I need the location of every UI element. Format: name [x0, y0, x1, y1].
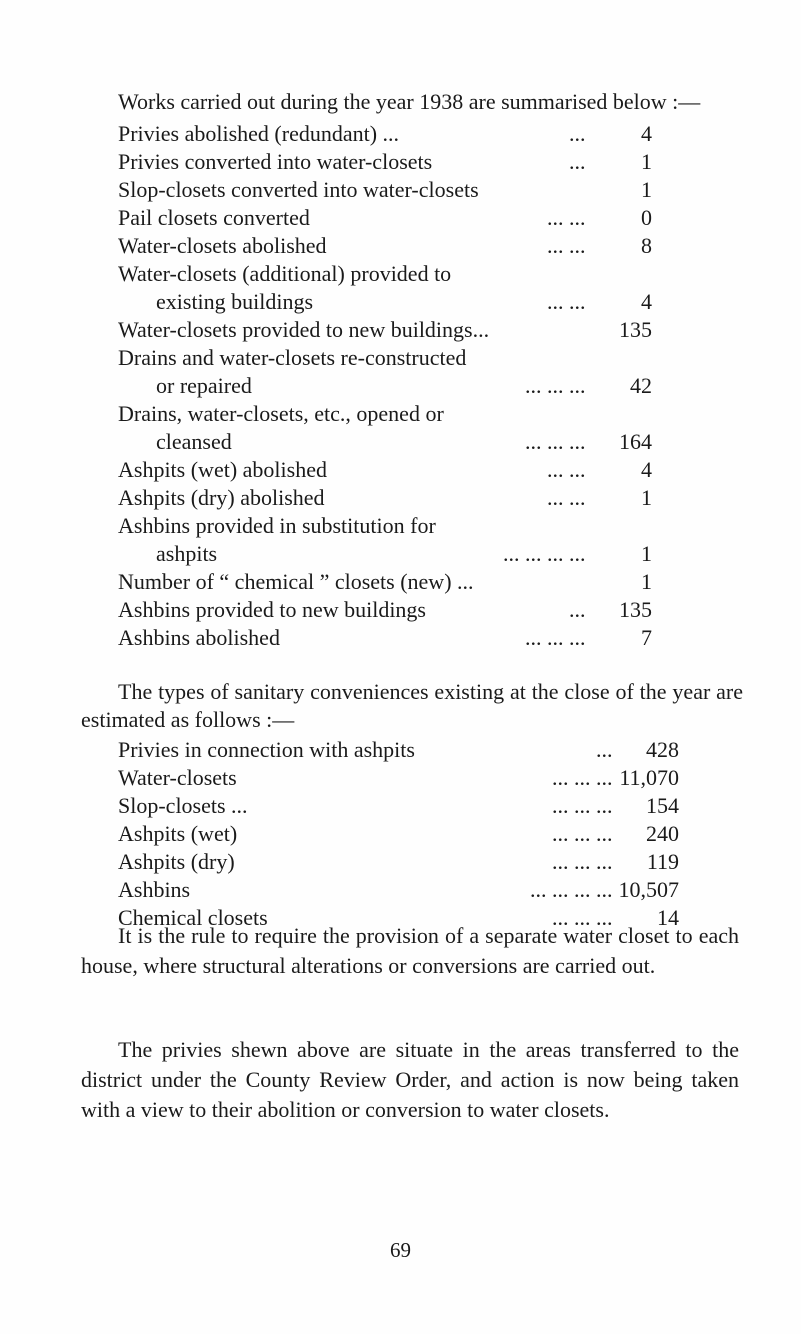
item-value: 1: [641, 569, 652, 594]
item-value: 428: [646, 737, 679, 762]
item-leader-dots: ...: [569, 121, 586, 146]
item-label: or repaired: [156, 373, 252, 398]
item-label: Privies in connection with ashpits: [118, 737, 415, 762]
item-value: 7: [641, 625, 652, 650]
item-label: Ashpits (wet): [118, 821, 238, 846]
list-item: [118, 512, 652, 540]
item-leader-dots: ... ... ...: [552, 765, 613, 790]
list-item: [118, 260, 652, 288]
item-label: Slop-closets ...: [118, 793, 248, 818]
item-value: 42: [630, 373, 652, 398]
item-label: Drains, water-closets, etc., opened or: [118, 401, 444, 426]
item-value: 14: [657, 905, 679, 930]
item-value: 10,507: [618, 877, 679, 902]
item-leader-dots: ... ... ...: [552, 793, 613, 818]
list-item: [118, 540, 652, 568]
item-value: 1: [641, 177, 652, 202]
privies-paragraph: The privies shewn above are situate in the areas transferred to the district under the County Review Order, and action is now being taken with a view to their abolition or conversion to water closets.: [81, 1037, 739, 1122]
item-label: Ashbins abolished: [118, 625, 280, 650]
item-label: Ashpits (wet) abolished: [118, 457, 327, 482]
intro-paragraph: Works carried out during the year 1938 are summarised below :—: [118, 89, 701, 114]
item-value: 164: [619, 429, 652, 454]
item-label: existing buildings: [156, 289, 314, 314]
list-item: [118, 764, 679, 792]
item-leader-dots: ...: [569, 597, 586, 622]
item-leader-dots: ... ...: [547, 289, 586, 314]
item-leader-dots: ...: [569, 149, 586, 174]
item-leader-dots: ... ... ...: [552, 905, 613, 930]
item-label: Privies converted into water-closets: [118, 149, 433, 174]
types-intro-paragraph: The types of sanitary conveniences existing at the close of the year are estimated as follows :—: [81, 679, 743, 732]
item-leader-dots: ... ...: [547, 205, 586, 230]
list-item: [118, 624, 652, 652]
list-item: [118, 820, 679, 848]
item-value: 240: [646, 821, 679, 846]
item-leader-dots: ... ... ...: [552, 821, 613, 846]
list-item: [118, 568, 652, 596]
item-label: Ashpits (dry) abolished: [118, 485, 325, 510]
item-label: Number of “ chemical ” closets (new) ...: [118, 569, 474, 594]
rule-paragraph: It is the rule to require the provision of a separate water closet to each house, where structural alterations or conversions are carried out.: [81, 923, 739, 978]
item-leader-dots: ... ... ...: [525, 625, 586, 650]
item-value: 4: [641, 457, 652, 482]
list-item: [118, 344, 652, 372]
list-item: [118, 120, 652, 148]
page-number: 69: [390, 1238, 411, 1262]
item-label: Pail closets converted: [118, 205, 310, 230]
list-item: [118, 876, 679, 904]
list-item: [118, 596, 652, 624]
item-label: Water-closets abolished: [118, 233, 327, 258]
item-leader-dots: ... ... ... ...: [503, 541, 586, 566]
item-leader-dots: ... ...: [547, 457, 586, 482]
list-item: [118, 792, 679, 820]
item-value: 4: [641, 289, 652, 314]
item-value: 135: [619, 597, 652, 622]
item-leader-dots: ...: [596, 737, 613, 762]
item-label: Water-closets (additional) provided to: [118, 261, 452, 286]
item-value: 1: [641, 149, 652, 174]
item-value: 1: [641, 485, 652, 510]
list-item: [118, 288, 652, 316]
item-value: 135: [619, 317, 652, 342]
item-label: Slop-closets converted into water-closets: [118, 177, 479, 202]
item-leader-dots: ... ... ...: [552, 849, 613, 874]
item-label: Ashbins provided to new buildings: [118, 597, 426, 622]
item-value: 4: [641, 121, 652, 146]
list-item: [118, 176, 652, 204]
types-list: [118, 736, 679, 932]
item-value: 8: [641, 233, 652, 258]
item-label: Drains and water-closets re-constructed: [118, 345, 467, 370]
item-value: 119: [646, 849, 679, 874]
list-item: [118, 456, 652, 484]
list-item: [118, 484, 652, 512]
item-value: 154: [646, 793, 679, 818]
item-label: Ashbins: [118, 877, 191, 902]
item-label: Privies abolished (redundant) ...: [118, 121, 400, 146]
list-item: [118, 148, 652, 176]
list-item: [118, 204, 652, 232]
item-label: ashpits: [156, 541, 218, 566]
list-item: [118, 400, 652, 428]
item-label: Water-closets provided to new buildings...: [118, 317, 490, 342]
item-value: 11,070: [619, 765, 679, 790]
list-item: [118, 316, 652, 344]
item-label: cleansed: [156, 429, 232, 454]
item-leader-dots: ... ...: [547, 485, 586, 510]
item-leader-dots: ... ...: [547, 233, 586, 258]
item-label: Ashbins provided in substitution for: [118, 513, 436, 538]
works-list: [118, 120, 652, 652]
list-item: [118, 736, 679, 764]
list-item: [118, 372, 652, 400]
item-leader-dots: ... ... ... ...: [530, 877, 613, 902]
item-label: Ashpits (dry): [118, 849, 235, 874]
list-item: [118, 232, 652, 260]
list-item: [118, 428, 652, 456]
item-value: 0: [641, 205, 652, 230]
item-leader-dots: ... ... ...: [525, 429, 586, 454]
item-label: Chemical closets: [118, 905, 268, 930]
list-item: [118, 848, 679, 876]
item-label: Water-closets: [118, 765, 237, 790]
item-value: 1: [641, 541, 652, 566]
item-leader-dots: ... ... ...: [525, 373, 586, 398]
